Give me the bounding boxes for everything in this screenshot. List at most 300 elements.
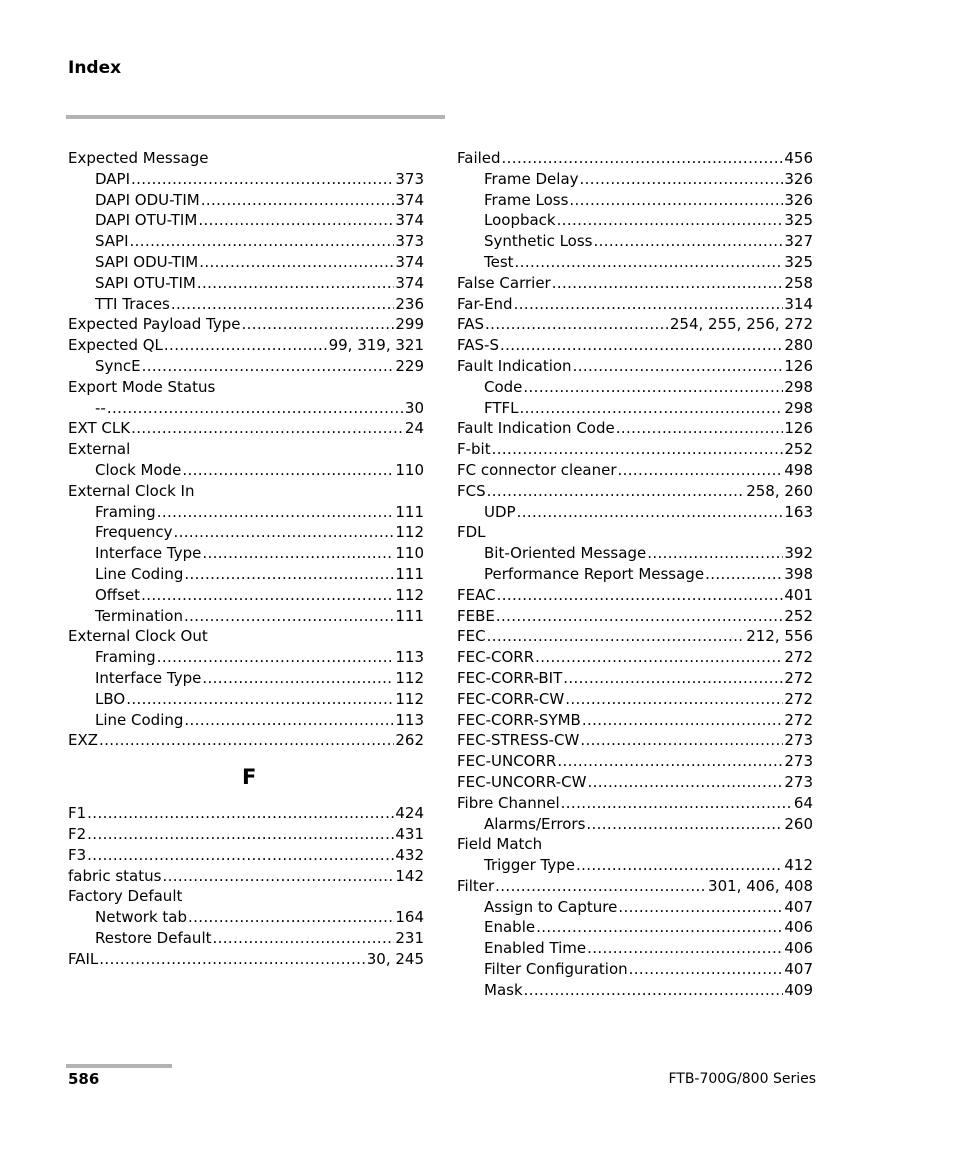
index-page-refs: 398 (784, 564, 813, 583)
index-page-refs: 254, 255, 256, 272 (669, 315, 813, 334)
index-term: FEC-UNCORR-CW (457, 772, 587, 791)
dot-leader (569, 190, 783, 211)
index-column-right (457, 148, 813, 1001)
index-page-refs: 424 (395, 804, 424, 823)
dot-leader (198, 210, 394, 231)
dot-leader (202, 543, 394, 564)
index-page-refs: 273 (784, 731, 813, 750)
dot-leader (87, 803, 394, 824)
index-subentry (68, 294, 424, 315)
index-term: External Clock In (68, 481, 195, 500)
index-entry (457, 439, 813, 460)
dot-leader (647, 543, 783, 564)
index-page-refs: 229 (395, 356, 424, 375)
dot-leader (563, 668, 783, 689)
dot-leader (705, 564, 783, 585)
index-term: Loopback (484, 211, 556, 230)
index-page-refs: 326 (784, 190, 813, 209)
dot-leader (87, 845, 394, 866)
index-page-refs: 326 (784, 169, 813, 188)
index-subentry (68, 668, 424, 689)
index-term: Expected Payload Type (68, 315, 241, 334)
index-term: Fault Indication Code (457, 419, 615, 438)
index-page-refs: 99, 319, 321 (328, 336, 424, 355)
index-page-refs: 30, 245 (366, 949, 424, 968)
index-term: Mask (484, 980, 523, 999)
index-subentry (68, 543, 424, 564)
index-term: FEC-CORR-SYMB (457, 710, 581, 729)
dot-leader (197, 273, 395, 294)
index-subentry (68, 210, 424, 231)
index-page-refs: 24 (404, 419, 424, 438)
index-page-refs: 432 (395, 845, 424, 864)
index-entry (68, 730, 424, 751)
index-term: FEC-STRESS-CW (457, 731, 580, 750)
dot-leader (184, 606, 394, 627)
index-entry (457, 481, 813, 502)
index-page-refs: 325 (784, 252, 813, 271)
index-subentry (457, 543, 813, 564)
index-page-refs: 401 (784, 585, 813, 604)
index-page-refs: 111 (395, 502, 424, 521)
document-series: FTB-700G/800 Series (668, 1071, 816, 1087)
dot-leader (561, 793, 793, 814)
dot-leader (184, 564, 394, 585)
index-page-refs: 374 (395, 190, 424, 209)
index-term: DAPI OTU-TIM (95, 211, 198, 230)
index-entry (68, 803, 424, 824)
index-subentry (68, 606, 424, 627)
index-subentry (68, 907, 424, 928)
index-term: False Carrier (457, 273, 551, 292)
index-entry (457, 626, 813, 647)
dot-leader (496, 606, 783, 627)
index-entry (457, 751, 813, 772)
index-page-refs: 258 (784, 273, 813, 292)
index-entry (68, 481, 424, 502)
index-page-refs: 298 (784, 377, 813, 396)
dot-leader (142, 356, 395, 377)
index-term: SAPI (95, 232, 129, 251)
index-entry (68, 314, 424, 335)
index-subentry (457, 959, 813, 980)
dot-leader (514, 294, 784, 315)
index-entry (457, 356, 813, 377)
page-number: 586 (68, 1070, 100, 1088)
index-entry (457, 335, 813, 356)
index-page-refs: 111 (395, 564, 424, 583)
dot-leader (162, 866, 394, 887)
index-subentry (68, 231, 424, 252)
dot-leader (502, 148, 784, 169)
index-subentry (457, 231, 813, 252)
dot-leader (188, 907, 394, 928)
index-term: Termination (95, 606, 183, 625)
footer-rule (66, 1064, 172, 1068)
index-entry (68, 824, 424, 845)
dot-leader (487, 626, 746, 647)
dot-leader (157, 647, 395, 668)
index-term: FEC-CORR-BIT (457, 668, 563, 687)
index-page-refs: 110 (395, 544, 424, 563)
dot-leader (487, 481, 746, 502)
index-entry (68, 335, 424, 356)
index-page-refs: 262 (395, 731, 424, 750)
index-term: UDP (484, 502, 516, 521)
dot-leader (580, 169, 784, 190)
index-column-left (68, 148, 424, 969)
dot-leader (492, 439, 784, 460)
index-entry (457, 876, 813, 897)
index-page-refs: 111 (395, 606, 424, 625)
index-term: Clock Mode (95, 460, 182, 479)
index-page-refs: 325 (784, 211, 813, 230)
index-term: FEC-UNCORR (457, 752, 557, 771)
index-page-refs: 374 (395, 211, 424, 230)
index-term: Failed (457, 149, 501, 167)
index-subentry (68, 710, 424, 731)
index-entry (457, 689, 813, 710)
index-subentry (68, 585, 424, 606)
index-page-refs: 373 (395, 232, 424, 251)
dot-leader (618, 897, 783, 918)
dot-leader (182, 460, 394, 481)
index-page-refs: 314 (784, 294, 813, 313)
index-term: FEC-CORR (457, 648, 535, 667)
index-entry (68, 148, 424, 169)
index-entry (457, 730, 813, 751)
index-page-refs: 126 (784, 356, 813, 375)
index-page-refs: 236 (395, 294, 424, 313)
index-term: EXZ (68, 731, 99, 750)
index-page-refs: 498 (784, 460, 813, 479)
dot-leader (552, 273, 784, 294)
index-term: FCS (457, 481, 486, 500)
index-term: Bit-Oriented Message (484, 544, 647, 563)
index-entry (68, 377, 424, 398)
index-entry (68, 949, 424, 970)
index-term: Offset (95, 585, 141, 604)
index-subentry (457, 938, 813, 959)
index-subentry (457, 210, 813, 231)
index-term: Export Mode Status (68, 377, 216, 396)
index-page-refs: 407 (784, 960, 813, 979)
dot-leader (580, 730, 783, 751)
dot-leader (582, 710, 784, 731)
index-term: FAS-S (457, 336, 499, 355)
index-term: Network tab (95, 908, 187, 927)
index-subentry (457, 190, 813, 211)
index-term: Frequency (95, 523, 173, 542)
index-term: FAIL (68, 949, 99, 968)
index-page-refs: 112 (395, 585, 424, 604)
index-term: Fibre Channel (457, 793, 560, 812)
dot-leader (141, 585, 394, 606)
index-term: Filter Configuration (484, 960, 628, 979)
header-rule (66, 115, 445, 119)
index-page-refs: 299 (395, 315, 424, 334)
dot-leader (629, 959, 784, 980)
index-term: Frame Delay (484, 169, 579, 188)
index-subentry (457, 897, 813, 918)
dot-leader (517, 502, 784, 523)
index-page-refs: 164 (395, 908, 424, 927)
dot-leader (618, 460, 784, 481)
index-term: FAS (457, 315, 485, 334)
index-term: Synthetic Loss (484, 232, 593, 251)
index-page-refs: 163 (784, 502, 813, 521)
index-page-refs: 409 (784, 980, 813, 999)
dot-leader (202, 668, 394, 689)
dot-leader (201, 190, 395, 211)
index-page-refs: 406 (784, 939, 813, 958)
index-subentry (457, 377, 813, 398)
index-term: FEBE (457, 606, 495, 625)
index-page-refs: 273 (784, 752, 813, 771)
index-subentry (68, 190, 424, 211)
dot-leader (573, 356, 784, 377)
index-entry (457, 668, 813, 689)
index-page-refs: 110 (395, 460, 424, 479)
index-subentry (68, 398, 424, 419)
index-entry (457, 148, 813, 169)
dot-leader (99, 730, 394, 751)
index-term: External Clock Out (68, 627, 208, 646)
index-entry (457, 522, 813, 543)
dot-leader (500, 335, 783, 356)
dot-leader (130, 231, 395, 252)
dot-leader (535, 647, 783, 668)
index-term: Trigger Type (484, 856, 575, 875)
index-entry (457, 294, 813, 315)
index-entry (457, 647, 813, 668)
index-term: FEAC (457, 585, 496, 604)
dot-leader (576, 855, 783, 876)
index-term: Frame Loss (484, 190, 569, 209)
index-term: FC connector cleaner (457, 460, 617, 479)
index-subentry (68, 356, 424, 377)
index-term: Fault Indication (457, 356, 572, 375)
index-subentry (457, 169, 813, 190)
index-term: Expected QL (68, 336, 163, 355)
index-term: Framing (95, 648, 156, 667)
dot-leader (241, 314, 394, 335)
dot-leader (213, 928, 395, 949)
index-page-refs: 373 (395, 169, 424, 188)
index-subentry (68, 928, 424, 949)
dot-leader (557, 210, 784, 231)
dot-leader (485, 314, 669, 335)
dot-leader (557, 751, 783, 772)
index-term: Enabled Time (484, 939, 587, 958)
index-page-refs: 113 (395, 710, 424, 729)
index-subentry (68, 689, 424, 710)
index-page-refs: 301, 406, 408 (708, 876, 813, 895)
index-term: Test (484, 252, 514, 271)
index-page-refs: 112 (395, 668, 424, 687)
index-page-refs: 64 (793, 793, 813, 812)
index-subentry (457, 855, 813, 876)
index-page-refs: 126 (784, 419, 813, 438)
index-term: Expected Message (68, 149, 209, 167)
dot-leader (524, 980, 784, 1001)
index-term: EXT CLK (68, 419, 131, 438)
index-entry (68, 418, 424, 439)
dot-leader (184, 710, 394, 731)
index-term: Alarms/Errors (484, 814, 586, 833)
index-term: F2 (68, 824, 87, 843)
index-entry (457, 710, 813, 731)
index-subentry (68, 564, 424, 585)
index-subentry (68, 647, 424, 668)
index-page-refs: 407 (784, 897, 813, 916)
dot-leader (131, 169, 394, 190)
index-term: Enable (484, 918, 536, 937)
index-page-refs: 456 (784, 149, 813, 167)
index-page-refs: 298 (784, 398, 813, 417)
dot-leader (536, 917, 783, 938)
index-term: Interface Type (95, 668, 202, 687)
index-term: Line Coding (95, 564, 184, 583)
dot-leader (520, 398, 784, 419)
index-page-refs: 113 (395, 648, 424, 667)
dot-leader (131, 418, 404, 439)
dot-leader (99, 949, 365, 970)
index-page-refs: 272 (784, 689, 813, 708)
dot-leader (126, 689, 394, 710)
dot-leader (586, 814, 783, 835)
index-subentry (68, 522, 424, 543)
index-entry (457, 418, 813, 439)
index-page-refs: 374 (395, 273, 424, 292)
index-page-refs: 431 (395, 824, 424, 843)
index-entry (457, 606, 813, 627)
index-term: Interface Type (95, 544, 202, 563)
index-page-refs: 392 (784, 544, 813, 563)
index-entry (457, 834, 813, 855)
index-term: DAPI (95, 169, 131, 188)
index-term: LBO (95, 689, 126, 708)
index-term: Factory Default (68, 887, 183, 906)
index-entry (457, 314, 813, 335)
dot-leader (174, 522, 395, 543)
index-page-refs: 412 (784, 856, 813, 875)
index-entry (457, 460, 813, 481)
index-page-refs: 273 (784, 772, 813, 791)
index-term: FEC-CORR-CW (457, 689, 565, 708)
index-term: F3 (68, 845, 87, 864)
index-term: DAPI ODU-TIM (95, 190, 200, 209)
index-term: Performance Report Message (484, 564, 705, 583)
index-subentry (457, 917, 813, 938)
index-entry (68, 439, 424, 460)
index-term: Framing (95, 502, 156, 521)
index-subentry (68, 252, 424, 273)
index-term: Restore Default (95, 928, 212, 947)
dot-leader (495, 876, 707, 897)
index-page-refs: 252 (784, 606, 813, 625)
index-page-refs: 252 (784, 440, 813, 459)
index-entry (457, 793, 813, 814)
dot-leader (87, 824, 394, 845)
dot-leader (164, 335, 328, 356)
dot-leader (497, 585, 784, 606)
index-term: Assign to Capture (484, 897, 618, 916)
index-subentry (457, 814, 813, 835)
index-page-refs: 258, 260 (746, 481, 813, 500)
index-subentry (68, 169, 424, 190)
dot-leader (157, 502, 395, 523)
index-page-refs: 30 (404, 398, 424, 417)
index-term: Field Match (457, 835, 543, 854)
index-page-refs: 142 (395, 866, 424, 885)
index-page-refs: 260 (784, 814, 813, 833)
index-page-refs: 231 (395, 928, 424, 947)
index-subentry (68, 273, 424, 294)
index-entry (68, 626, 424, 647)
dot-leader (565, 689, 783, 710)
index-page-refs: 272 (784, 710, 813, 729)
index-page-refs: 327 (784, 232, 813, 251)
index-subentry (457, 252, 813, 273)
dot-leader (515, 252, 784, 273)
page-header-title: Index (68, 58, 122, 78)
index-entry (68, 845, 424, 866)
index-term: fabric status (68, 866, 162, 885)
index-page-refs: 280 (784, 336, 813, 355)
index-term: FDL (457, 523, 486, 542)
index-subentry (68, 460, 424, 481)
dot-leader (587, 772, 783, 793)
index-term: SyncE (95, 356, 141, 375)
index-subentry (457, 502, 813, 523)
index-term: Filter (457, 876, 495, 895)
dot-leader (107, 398, 404, 419)
index-entry (68, 886, 424, 907)
index-subentry (457, 398, 813, 419)
dot-leader (199, 252, 394, 273)
index-term: SAPI OTU-TIM (95, 273, 196, 292)
index-term: FTFL (484, 398, 519, 417)
dot-leader (171, 294, 394, 315)
index-term: -- (95, 398, 106, 417)
index-subentry (68, 502, 424, 523)
index-term: FEC (457, 627, 486, 646)
index-page-refs: 406 (784, 918, 813, 937)
index-term: SAPI ODU-TIM (95, 252, 199, 271)
index-page-refs: 272 (784, 648, 813, 667)
index-entry (457, 273, 813, 294)
index-term: F-bit (457, 440, 491, 459)
index-subentry (457, 564, 813, 585)
index-term: External (68, 440, 131, 459)
index-term: F1 (68, 804, 87, 823)
index-entry (457, 772, 813, 793)
dot-leader (587, 938, 783, 959)
index-entry (68, 866, 424, 887)
dot-leader (616, 418, 784, 439)
index-term: Code (484, 377, 523, 396)
index-term: Far-End (457, 294, 513, 313)
index-page-refs: 212, 556 (746, 627, 813, 646)
index-page-refs: 112 (395, 523, 424, 542)
dot-leader (523, 377, 783, 398)
index-term: Line Coding (95, 710, 184, 729)
dot-leader (594, 231, 784, 252)
index-entry (457, 585, 813, 606)
index-page-refs: 112 (395, 689, 424, 708)
index-subentry (457, 980, 813, 1001)
